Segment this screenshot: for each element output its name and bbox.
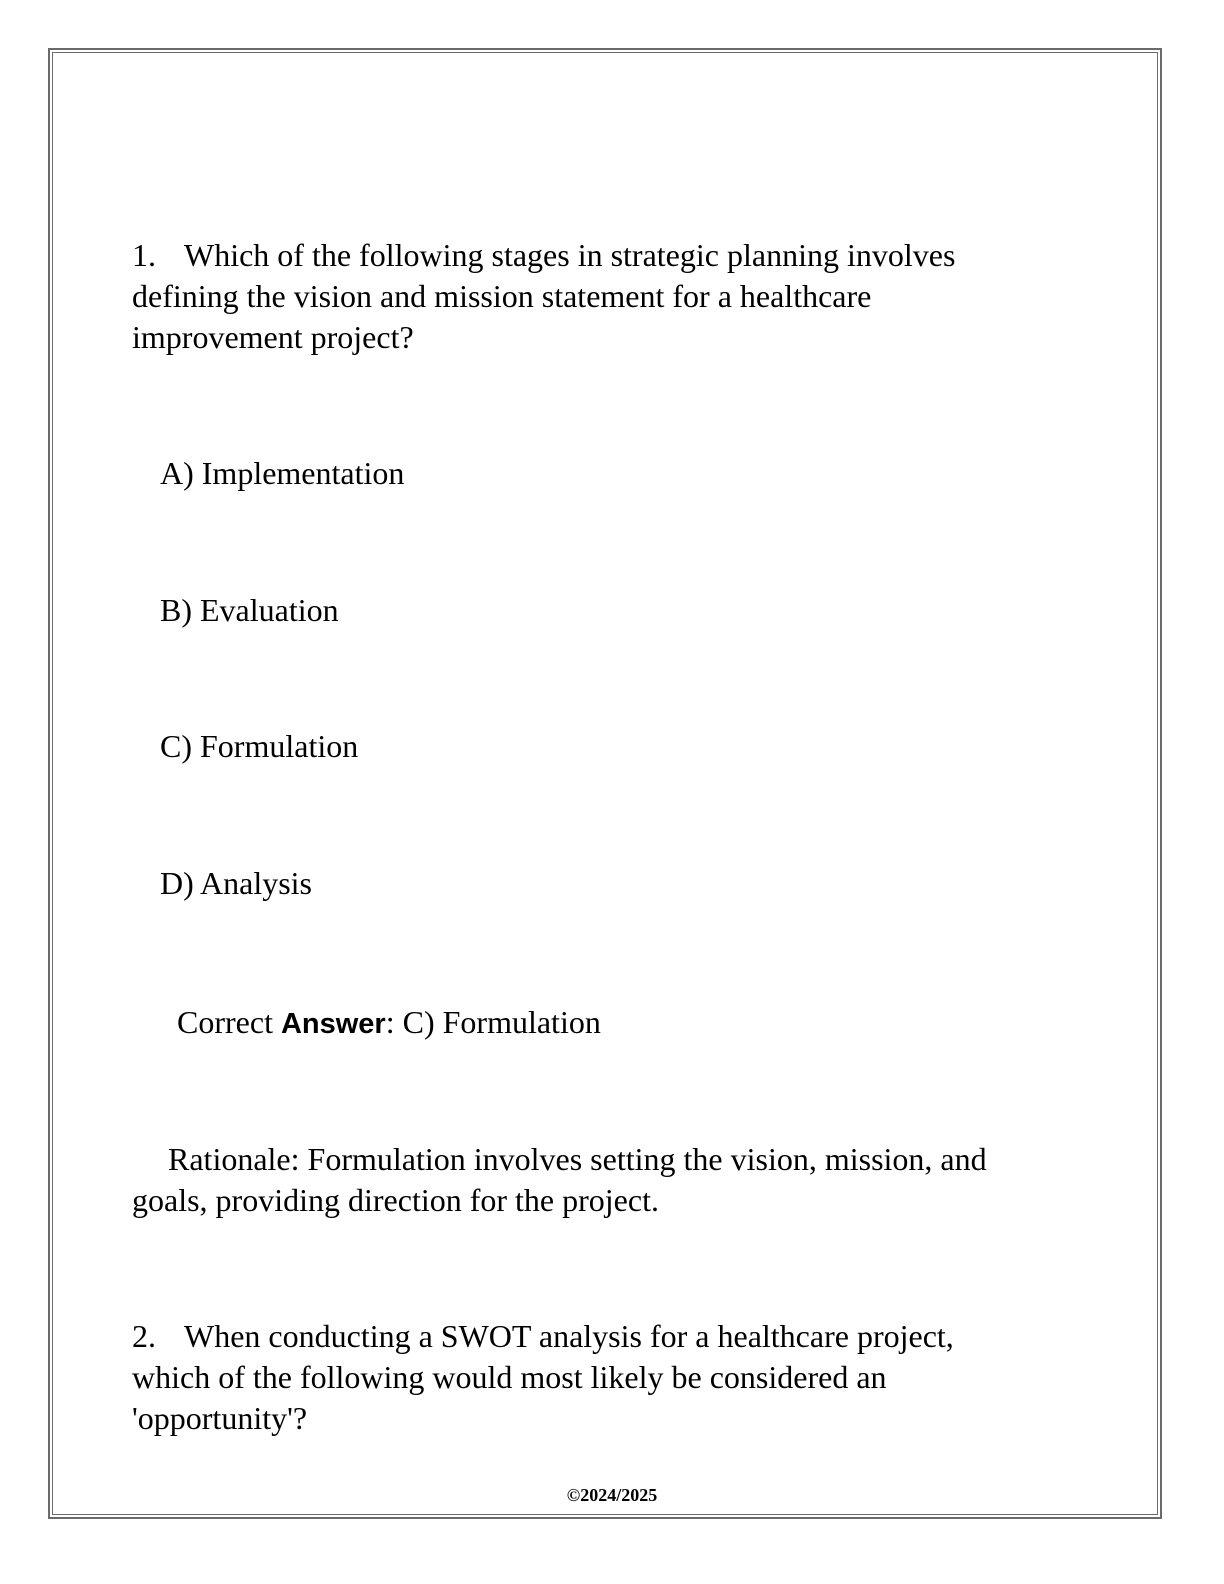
answer-label: Answer [280,1008,386,1040]
question-2-line-1 [132,1316,954,1357]
question-1-text-line-1: Which of the following stages in strategic planning involves [184,237,956,273]
option-d: D) Analysis [160,865,312,901]
question-2-text-line-3: 'opportunity'? [132,1400,308,1436]
rationale [132,1139,987,1221]
rationale-line-1 [132,1139,987,1180]
question-1 [132,235,955,358]
rationale-text-line-2: goals, providing direction for the project. [132,1182,659,1218]
question-2-text-line-1: When conducting a SWOT analysis for a healthcare project, [184,1318,954,1354]
question-2 [132,1316,954,1439]
question-2-text-line-2: which of the following would most likely be considered an [132,1359,887,1395]
option-c: C) Formulation [160,728,359,764]
answer-prefix: Correct [177,1004,281,1040]
copyright-footer: ©2024/2025 [566,1485,658,1505]
question-1-text-line-2: defining the vision and mission statement for a healthcare [132,278,872,314]
rationale-text-line-1: Rationale: Formulation involves setting the vision, mission, and [168,1141,987,1177]
answer-value: : C) Formulation [385,1004,601,1040]
correct-answer [177,1002,601,1045]
question-1-text-line-3: improvement project? [132,319,414,355]
question-1-line-1 [132,235,955,276]
question-2-number: 2. [132,1318,156,1354]
option-a: A) Implementation [160,455,405,491]
question-1-number: 1. [132,237,156,273]
option-b: B) Evaluation [160,592,339,628]
